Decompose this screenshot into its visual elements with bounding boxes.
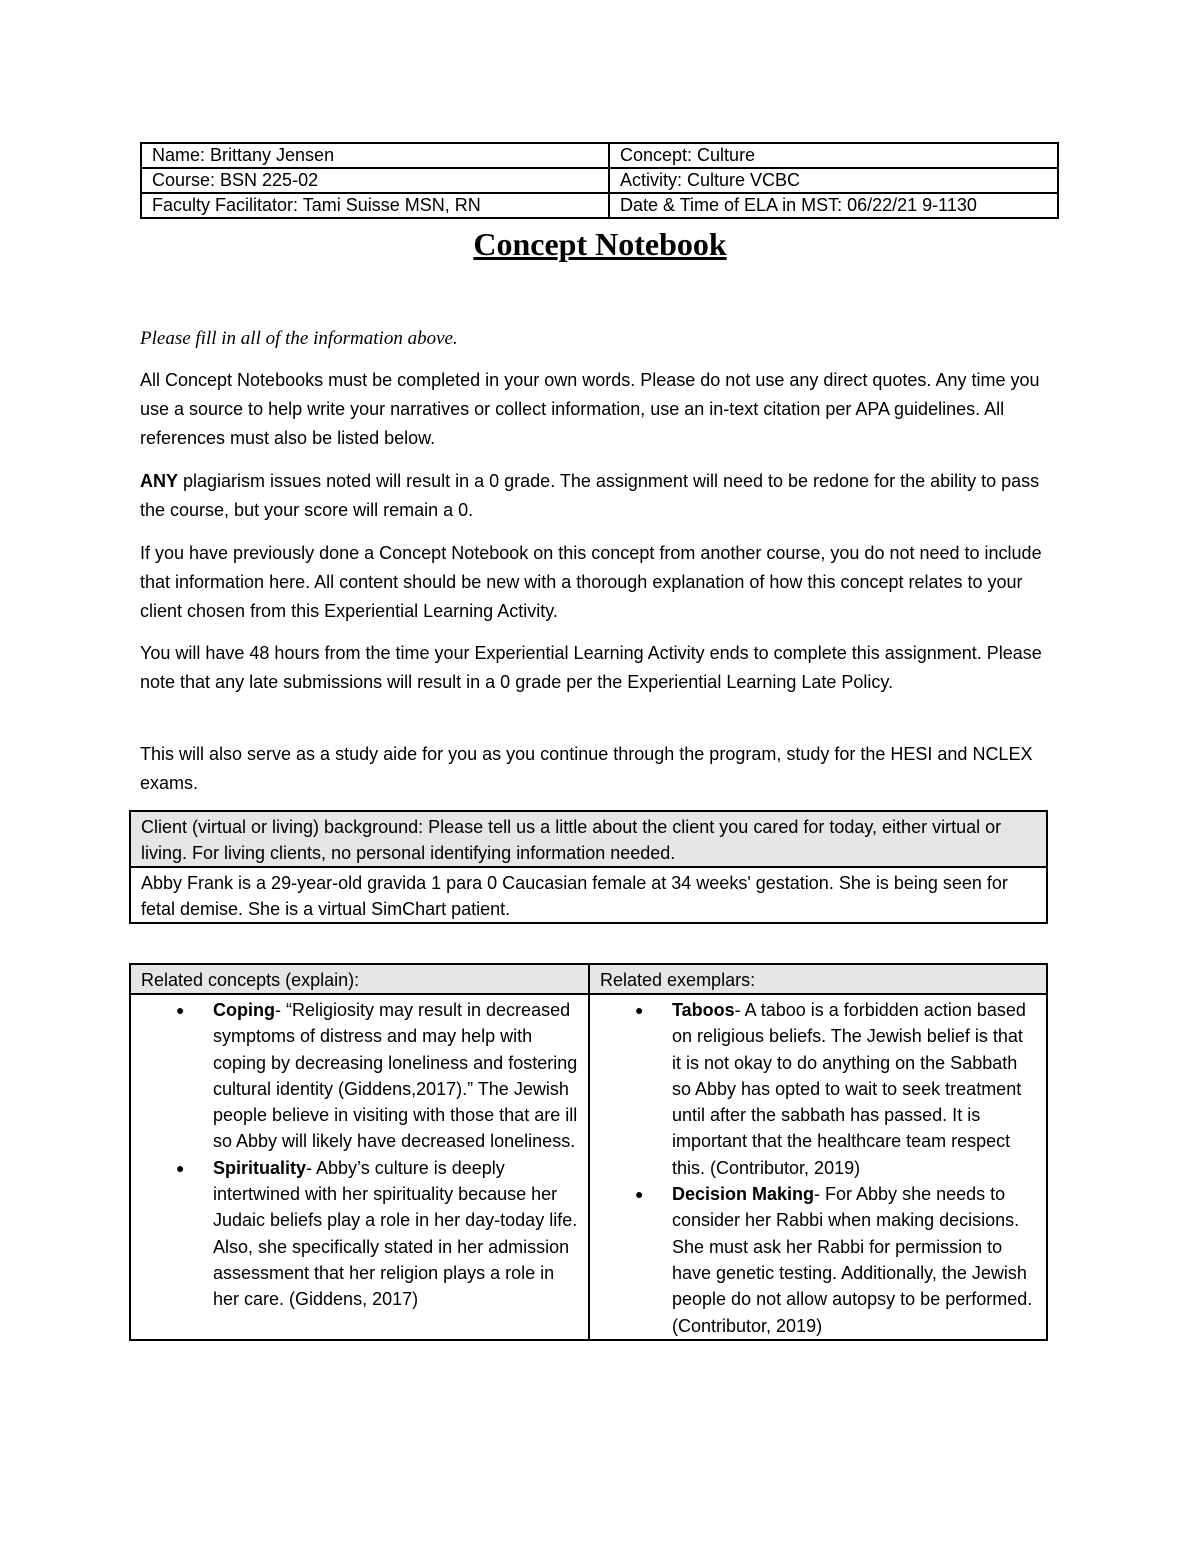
deadline-paragraph: You will have 48 hours from the time your Experiential Learning Activity ends to complete this assignment. Please note that any late submissions will result in a 0 grade per the Experiential Learning Late Policy. (140, 643, 1042, 692)
activity-cell: Activity: Culture VCBC (609, 168, 1058, 193)
info-row (141, 193, 1058, 218)
concept-term: Coping (213, 1000, 275, 1020)
info-row (141, 168, 1058, 193)
concept-term: Spirituality (213, 1157, 307, 1178)
client-background-table (129, 810, 1048, 924)
course-cell: Course: BSN 225-02 (141, 168, 609, 193)
exemplar-text: - For Abby she needs to consider her Rabbi when making decisions. She must ask her Rabbi for permission to have genetic testing. Additionally, the Jewish people do not allow autopsy to be performed. (Contributor, 2019) (672, 1184, 1033, 1336)
info-row (141, 143, 1058, 168)
exemplar-text: - A taboo is a forbidden action based on religious beliefs. The Jewish belief is that it is not okay to do anything on the Sabbath so Abby has opted to wait to seek treatment until after the sabbath has passed. It is important that the healthcare team respect this. (Contributor, 2019) (672, 1000, 1026, 1178)
client-background-heading: Client (virtual or living) background: Please tell us a little about the client you cared for today, either virtual or living. For living clients, no personal identifying information needed. (130, 811, 1047, 867)
concept-cell: Concept: Culture (609, 143, 1058, 168)
related-concepts-cell (130, 994, 589, 1340)
concept-text: - “Religiosity may result in decreased symptoms of distress and may help with coping by decreasing loneliness and fostering cultural identity (Giddens,2017).” The Jewish people believe in visiting with those that are ill so Abby will likely have decreased loneliness. (213, 1000, 578, 1152)
page-title: Concept Notebook (473, 226, 727, 262)
plagiarism-emphasis: ANY (140, 471, 179, 491)
facilitator-cell: Faculty Facilitator: Tami Suisse MSN, RN (141, 193, 609, 218)
student-info-table (140, 142, 1059, 219)
exemplar-term: Decision Making (672, 1184, 815, 1205)
plagiarism-paragraph (140, 467, 1065, 525)
bullet-icon: ● (176, 1159, 185, 1176)
bullet-icon: ● (176, 1002, 185, 1018)
list-item (176, 1155, 578, 1313)
client-background-text: Abby Frank is a 29-year-old gravida 1 para 0 Caucasian female at 34 weeks' gestation. She is being seen for fetal demise. She is a virtual SimChart patient. (130, 867, 1047, 923)
own-words-paragraph: All Concept Notebooks must be completed in your own words. Please do not use any direct quotes. Any time you use a source to help write your narratives or collect information, use an in-text citation per APA guidelines. All references must also be listed below. (140, 370, 1040, 448)
related-concepts-table (129, 963, 1048, 1341)
bullet-icon: ● (635, 1186, 644, 1203)
exemplar-term: Taboos (672, 1000, 735, 1020)
bullet-icon: ● (635, 1002, 644, 1018)
concept-text: - Abby’s culture is deeply intertwined with her spirituality because her Judaic beliefs play a role in her day-today life. Also, she specifically stated in her admission assessment that her religion plays a role in her care. (Giddens, 2017) (213, 1157, 578, 1310)
list-item (176, 997, 578, 1155)
exemplars-list (600, 997, 1036, 1339)
name-cell: Name: Brittany Jensen (141, 143, 609, 168)
list-item (635, 997, 1036, 1181)
datetime-cell: Date & Time of ELA in MST: 06/22/21 9-1130 (609, 193, 1058, 218)
study-aide-paragraph: This will also serve as a study aide for you as you continue through the program, study for the HESI and NCLEX exams. (140, 744, 1033, 793)
previous-notebook-paragraph: If you have previously done a Concept Notebook on this concept from another course, you do not need to include that information here. All content should be new with a thorough explanation of how this concept relates to your client chosen from this Experiential Learning Activity. (140, 543, 1042, 621)
list-item (635, 1181, 1036, 1339)
related-exemplars-heading: Related exemplars: (589, 964, 1047, 994)
related-exemplars-cell (589, 994, 1047, 1340)
related-concepts-heading: Related concepts (explain): (130, 964, 589, 994)
plagiarism-text: plagiarism issues noted will result in a 0 grade. The assignment will need to be redone for the ability to pass the course, but your score will remain a 0. (140, 471, 1040, 520)
fill-in-instruction: Please fill in all of the information above. (140, 328, 458, 349)
concepts-list (141, 997, 578, 1313)
